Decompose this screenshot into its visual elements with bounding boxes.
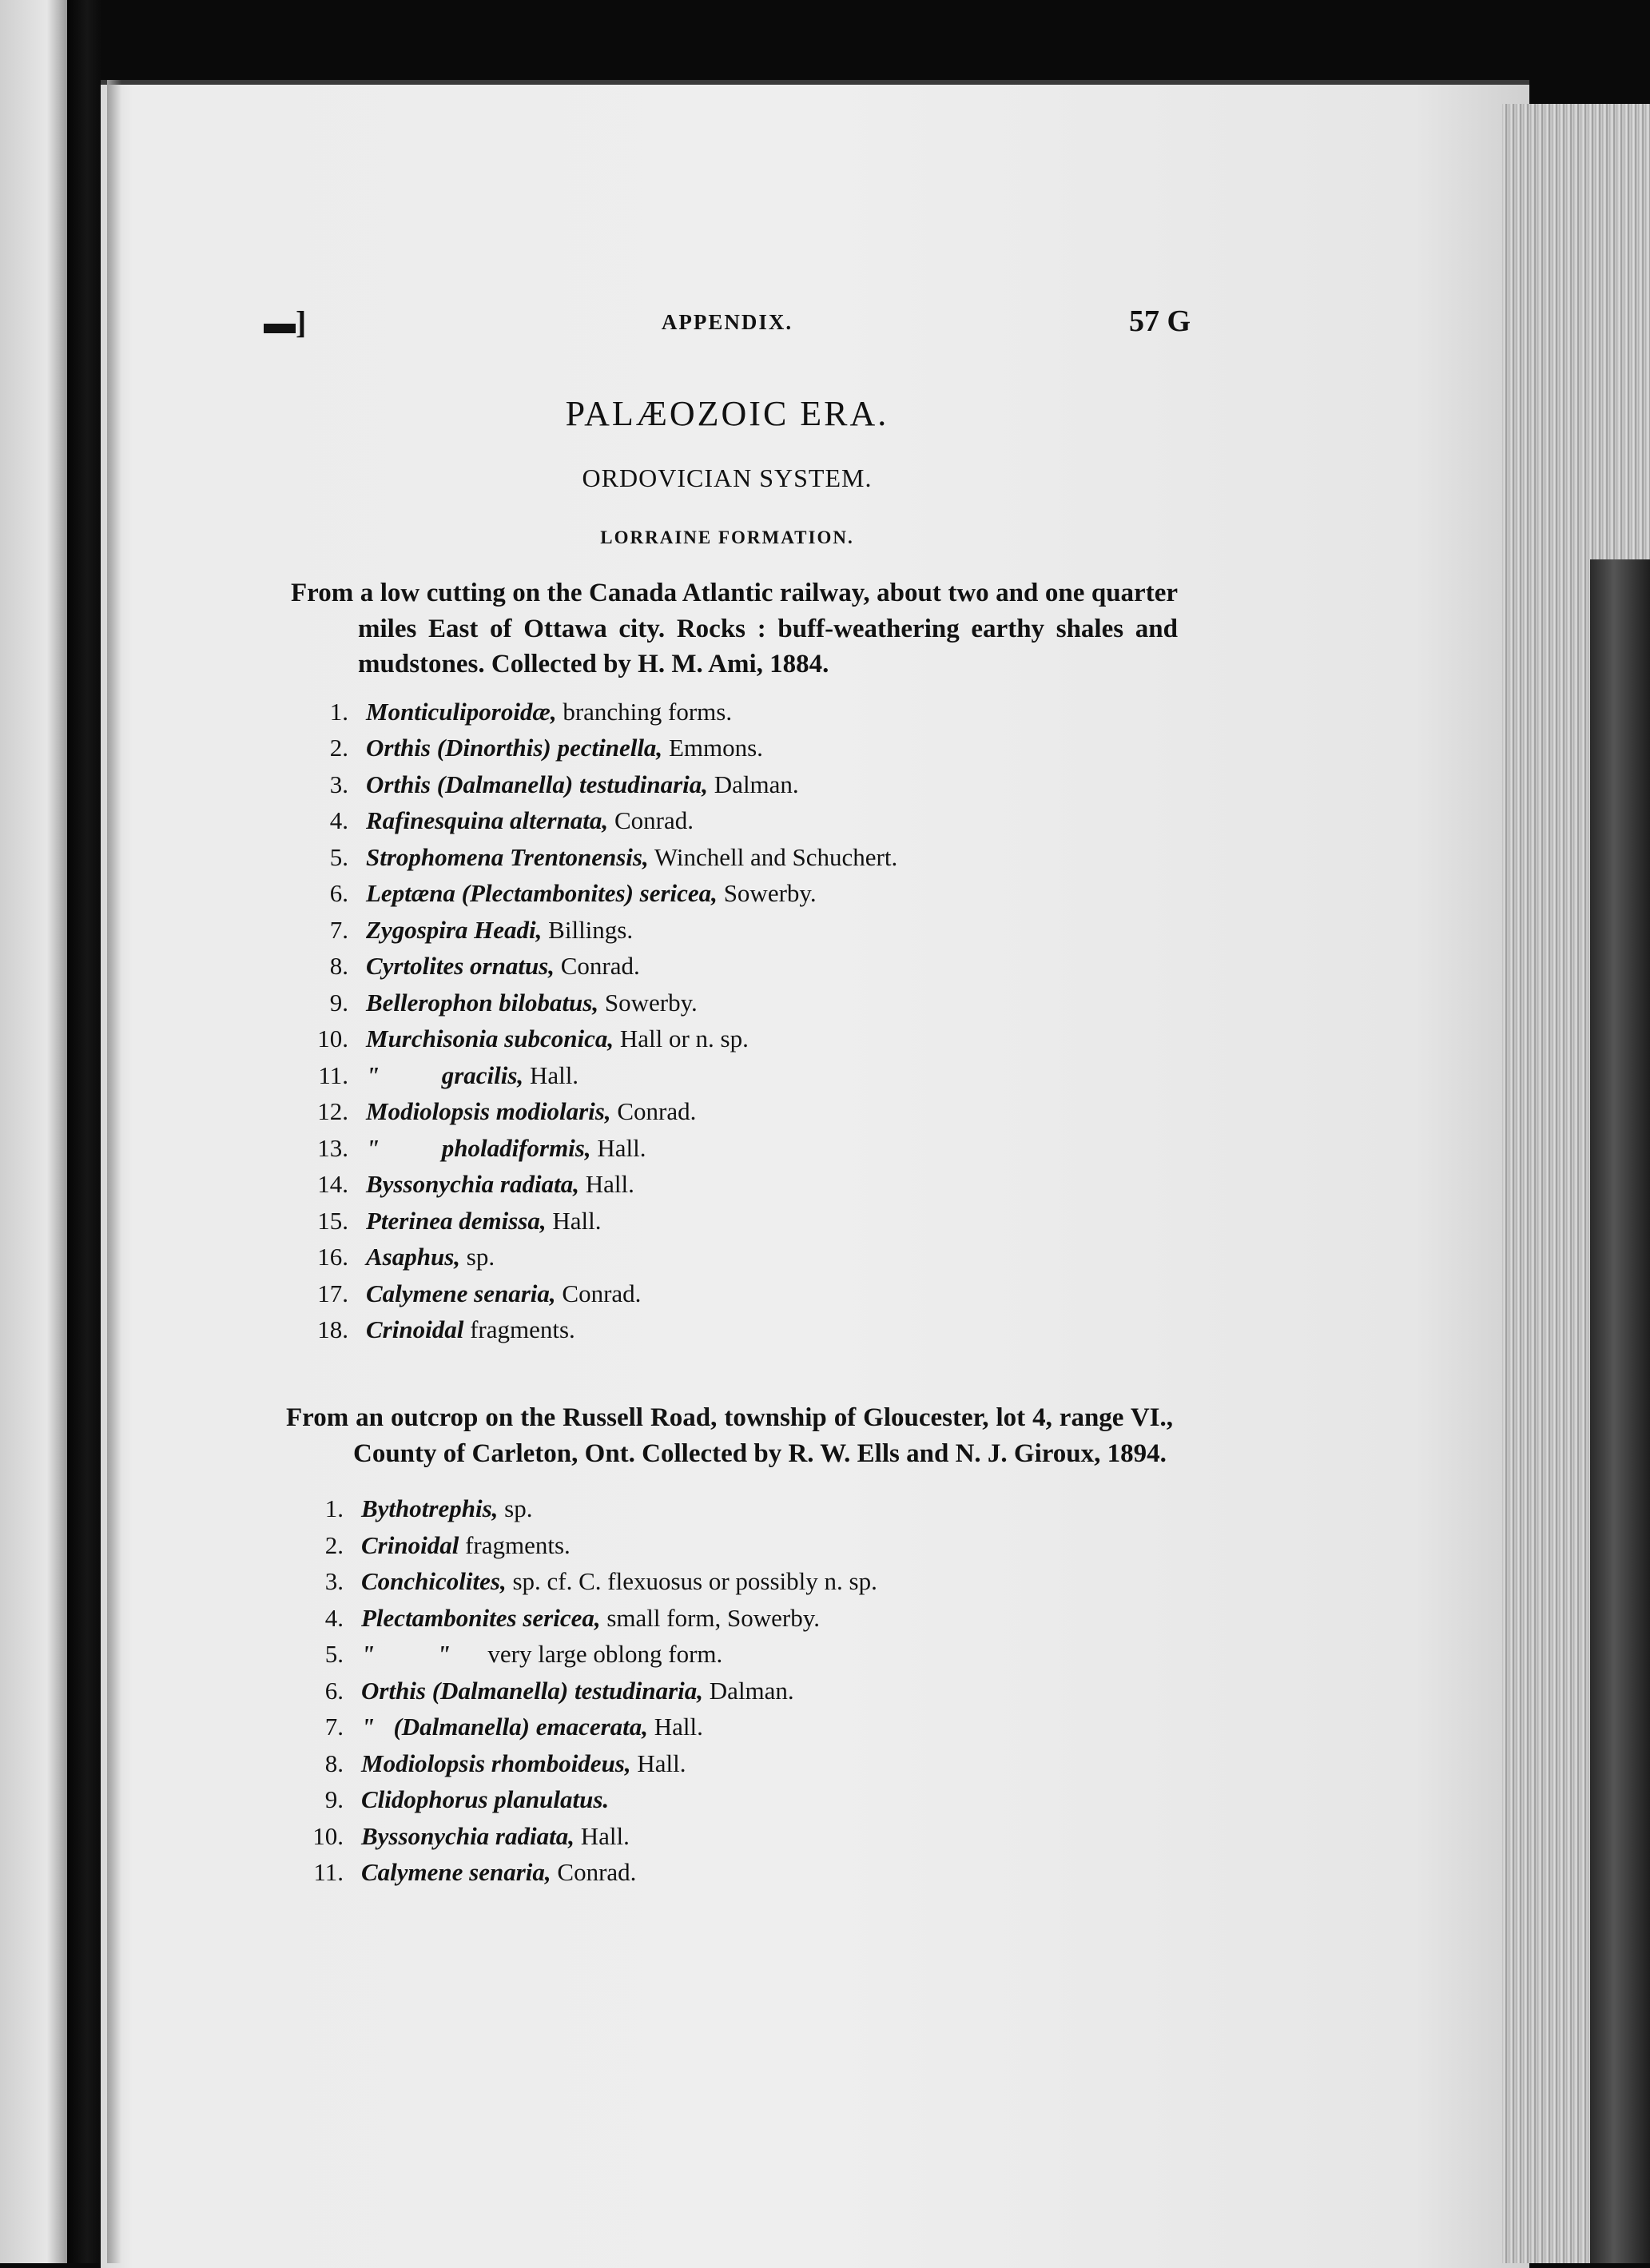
species-authority: very large oblong form. bbox=[450, 1640, 723, 1668]
page-crease-shadow bbox=[107, 80, 121, 2263]
species-authority: Hall or n. sp. bbox=[614, 1025, 749, 1052]
species-name: " (Dalmanella) emacerata, bbox=[361, 1713, 649, 1741]
species-list-item bbox=[291, 985, 1178, 1021]
species-name: Modiolopsis rhomboideus, bbox=[361, 1749, 631, 1777]
item-number: 10. bbox=[317, 1025, 348, 1052]
species-authority: Hall. bbox=[578, 1170, 634, 1198]
species-name: Calymene senaria, bbox=[366, 1279, 556, 1307]
species-list-item bbox=[291, 948, 1178, 985]
species-list-item bbox=[291, 1203, 1178, 1239]
species-authority: branching forms. bbox=[556, 697, 733, 726]
item-number: 7. bbox=[329, 915, 348, 944]
species-name: Orthis (Dalmanella) testudinaria, bbox=[361, 1676, 704, 1705]
running-head-left: ▬] bbox=[264, 304, 307, 340]
species-name: Plectambonites sericea, bbox=[361, 1603, 601, 1632]
species-list-item bbox=[291, 1093, 1178, 1130]
species-list-item bbox=[291, 766, 1178, 803]
item-number: 1. bbox=[324, 1494, 344, 1522]
item-number: 2. bbox=[329, 734, 348, 762]
species-list-item bbox=[286, 1600, 1173, 1637]
species-list-item bbox=[291, 694, 1178, 730]
species-name: Asaphus, bbox=[366, 1243, 461, 1271]
item-number: 9. bbox=[324, 1785, 344, 1813]
running-head bbox=[264, 304, 1191, 352]
species-name: Orthis (Dinorthis) pectinella, bbox=[366, 734, 663, 762]
item-number: 8. bbox=[324, 1749, 344, 1777]
item-number: 18. bbox=[317, 1315, 348, 1343]
item-number: 2. bbox=[324, 1530, 344, 1559]
section-2 bbox=[286, 1400, 1173, 1891]
section-1 bbox=[291, 575, 1178, 1348]
species-name: " gracilis, bbox=[366, 1060, 524, 1089]
species-authority: Hall. bbox=[574, 1821, 630, 1850]
section-1-intro: From a low cutting on the Canada Atlantic railway, about two and one quarter miles East of Ottawa city. Rocks : buff-weathering earthy shales and mudstones. Collected by H. M. Ami, 1884. bbox=[291, 579, 1178, 678]
species-name: " pholadiformis, bbox=[366, 1133, 591, 1162]
species-list-item bbox=[286, 1818, 1173, 1855]
item-number: 15. bbox=[317, 1206, 348, 1235]
species-name: Strophomena Trentonensis, bbox=[366, 842, 649, 871]
species-authority: Conrad. bbox=[555, 952, 640, 980]
species-name: Crinoidal bbox=[366, 1315, 464, 1343]
species-list-item bbox=[291, 1021, 1178, 1057]
item-number: 3. bbox=[329, 770, 348, 798]
species-authority: Hall. bbox=[630, 1749, 686, 1777]
species-authority: sp. bbox=[498, 1494, 533, 1522]
item-number: 9. bbox=[329, 988, 348, 1017]
species-name: Orthis (Dalmanella) testudinaria, bbox=[366, 770, 709, 798]
section-1-species-list bbox=[291, 694, 1178, 1348]
species-name: Byssonychia radiata, bbox=[366, 1170, 579, 1198]
species-list-item bbox=[291, 1130, 1178, 1167]
section-2-species-list bbox=[286, 1490, 1173, 1891]
species-list-item bbox=[291, 1311, 1178, 1348]
species-list-item bbox=[286, 1781, 1173, 1818]
species-authority: small form, Sowerby. bbox=[600, 1603, 820, 1632]
facing-page-edge bbox=[0, 0, 67, 2263]
species-name: Bellerophon bilobatus, bbox=[366, 988, 599, 1017]
species-name: " " bbox=[361, 1640, 451, 1668]
species-list-item bbox=[291, 1166, 1178, 1203]
species-list-item bbox=[286, 1673, 1173, 1709]
species-authority: Sowerby. bbox=[717, 879, 817, 907]
section-2-intro: From an outcrop on the Russell Road, township of Gloucester, lot 4, range VI., County of Carleton, Ont. Collected by R. W. Ells and N. J. Giroux, 1894. bbox=[286, 1403, 1173, 1468]
species-name: Modiolopsis modiolaris, bbox=[366, 1097, 611, 1125]
species-list-item bbox=[291, 875, 1178, 912]
species-name: Bythotrephis, bbox=[361, 1494, 499, 1522]
species-name: Zygospira Headi, bbox=[366, 915, 543, 944]
item-number: 13. bbox=[317, 1133, 348, 1162]
item-number: 11. bbox=[318, 1060, 348, 1089]
species-list-item bbox=[286, 1563, 1173, 1600]
species-list-item bbox=[291, 912, 1178, 949]
item-number: 6. bbox=[324, 1676, 344, 1705]
species-authority: Emmons. bbox=[662, 734, 763, 762]
species-list-item bbox=[291, 839, 1178, 876]
item-number: 3. bbox=[324, 1567, 344, 1595]
item-number: 14. bbox=[317, 1170, 348, 1198]
formation-heading: LORRAINE FORMATION. bbox=[600, 527, 854, 547]
species-name: Rafinesquina alternata, bbox=[366, 806, 609, 834]
book-gutter bbox=[67, 0, 101, 2263]
species-list-item bbox=[286, 1636, 1173, 1673]
species-list-item bbox=[286, 1709, 1173, 1745]
species-authority: fragments. bbox=[459, 1530, 571, 1559]
item-number: 8. bbox=[329, 952, 348, 980]
species-authority: Billings. bbox=[542, 915, 634, 944]
species-name: Monticuliporoidæ, bbox=[366, 697, 557, 726]
species-name: Conchicolites, bbox=[361, 1567, 507, 1595]
item-number: 5. bbox=[329, 842, 348, 871]
item-number: 5. bbox=[324, 1640, 344, 1668]
species-name: Calymene senaria, bbox=[361, 1858, 551, 1886]
species-list-item bbox=[291, 1057, 1178, 1094]
species-authority: Conrad. bbox=[551, 1858, 637, 1886]
item-number: 4. bbox=[324, 1603, 344, 1632]
item-number: 10. bbox=[312, 1821, 344, 1850]
species-authority: Dalman. bbox=[703, 1676, 794, 1705]
species-authority: Conrad. bbox=[610, 1097, 697, 1125]
species-authority: Hall. bbox=[546, 1206, 602, 1235]
species-list-item bbox=[291, 730, 1178, 766]
species-name: Murchisonia subconica, bbox=[366, 1025, 614, 1052]
species-authority: fragments. bbox=[463, 1315, 575, 1343]
species-authority: sp. bbox=[460, 1243, 495, 1271]
species-authority: Hall. bbox=[590, 1133, 646, 1162]
page-edge-shadow bbox=[1590, 559, 1650, 2263]
species-list-item bbox=[291, 802, 1178, 839]
species-list-item bbox=[286, 1745, 1173, 1782]
species-authority: Conrad. bbox=[608, 806, 694, 834]
species-list-item bbox=[291, 1239, 1178, 1275]
era-heading: PALÆOZOIC ERA. bbox=[565, 394, 889, 433]
species-authority: Conrad. bbox=[555, 1279, 642, 1307]
item-number: 12. bbox=[317, 1097, 348, 1125]
species-list-item bbox=[286, 1527, 1173, 1564]
species-list-item bbox=[291, 1275, 1178, 1312]
item-number: 17. bbox=[317, 1279, 348, 1307]
page-number: 57 G bbox=[1128, 304, 1191, 338]
species-name: Crinoidal bbox=[361, 1530, 459, 1559]
species-name: Clidophorus planulatus. bbox=[361, 1785, 610, 1813]
species-authority: Winchell and Schuchert. bbox=[648, 842, 898, 871]
species-list-item bbox=[286, 1490, 1173, 1527]
item-number: 6. bbox=[329, 879, 348, 907]
running-head-title: APPENDIX. bbox=[661, 310, 793, 334]
item-number: 11. bbox=[313, 1858, 344, 1886]
species-authority: Dalman. bbox=[708, 770, 799, 798]
species-name: Pterinea demissa, bbox=[366, 1206, 547, 1235]
species-list-item bbox=[286, 1854, 1173, 1891]
species-name: Byssonychia radiata, bbox=[361, 1821, 575, 1850]
item-number: 4. bbox=[329, 806, 348, 834]
item-number: 16. bbox=[317, 1243, 348, 1271]
species-name: Cyrtolites ornatus, bbox=[366, 952, 555, 980]
system-heading: ORDOVICIAN SYSTEM. bbox=[582, 464, 873, 492]
item-number: 7. bbox=[324, 1713, 344, 1741]
item-number: 1. bbox=[329, 697, 348, 726]
species-authority: Hall. bbox=[523, 1060, 579, 1089]
species-authority: Hall. bbox=[648, 1713, 703, 1741]
species-authority: Sowerby. bbox=[598, 988, 698, 1017]
species-name: Leptæna (Plectambonites) sericea, bbox=[366, 879, 718, 907]
species-authority: sp. cf. C. flexuosus or possibly n. sp. bbox=[506, 1567, 877, 1595]
